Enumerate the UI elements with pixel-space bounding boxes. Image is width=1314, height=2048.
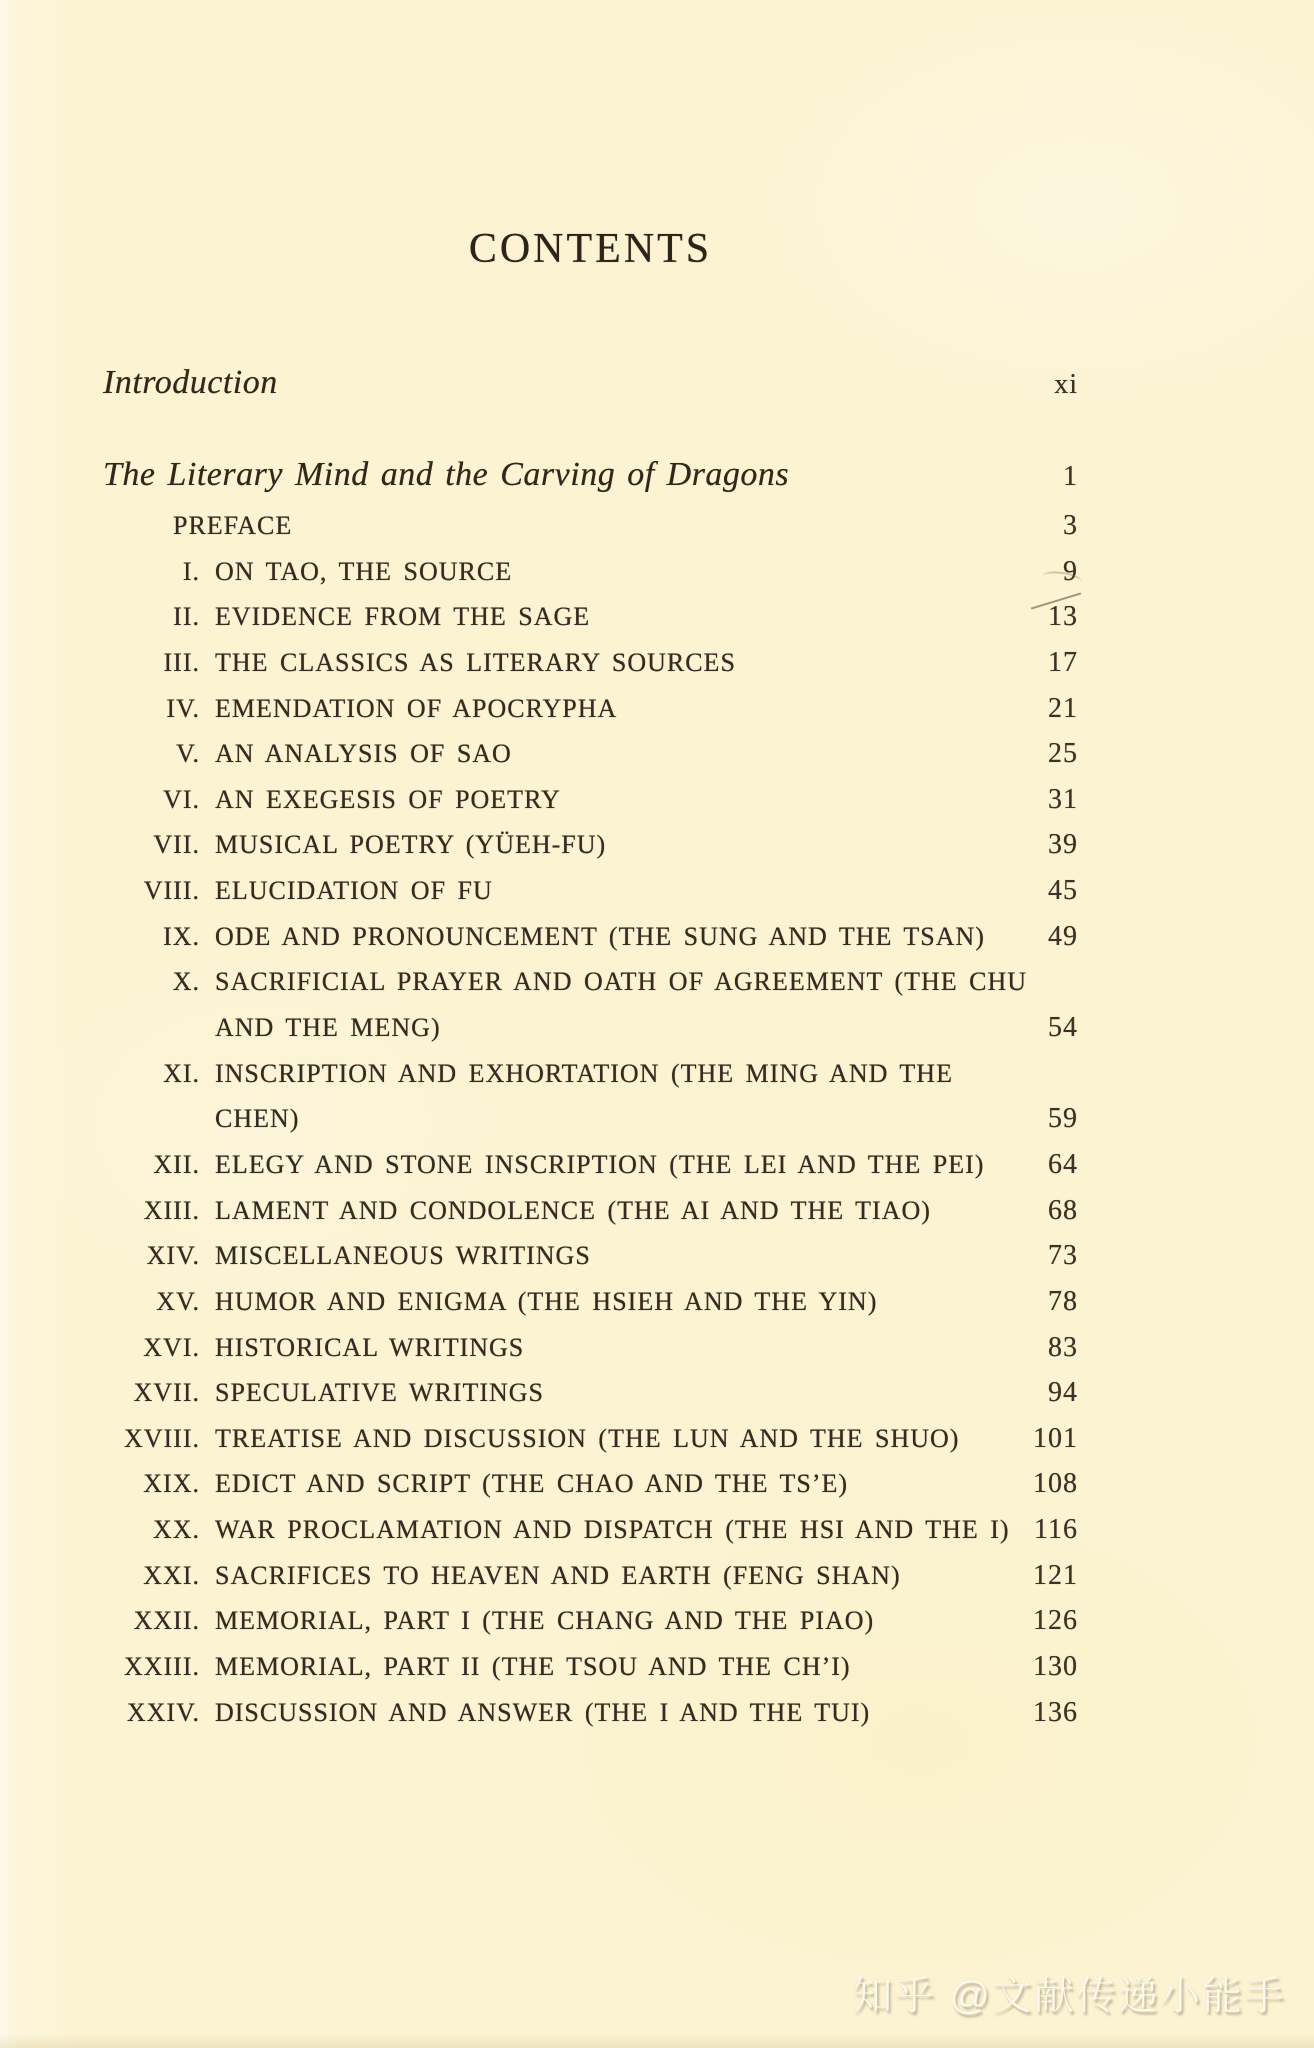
toc-part-title-row	[103, 450, 1078, 500]
page-number: 54	[1048, 1012, 1078, 1044]
toc-entry-row	[103, 1507, 1078, 1553]
chapter-numeral: XXII.	[133, 1606, 200, 1636]
page-number: 121	[1033, 1559, 1078, 1591]
page-number: 78	[1048, 1285, 1078, 1317]
toc-entry-row	[103, 822, 1078, 868]
chapter-title: THE CLASSICS AS LITERARY SOURCES	[215, 647, 736, 677]
page-number: 49	[1048, 920, 1078, 952]
page-title: CONTENTS	[468, 226, 713, 272]
chapter-title: AN ANALYSIS OF SAO	[215, 739, 512, 769]
toc-entry-row	[103, 594, 1078, 640]
chapter-numeral: XIX.	[143, 1469, 200, 1499]
toc-entry-row	[103, 1325, 1078, 1371]
chapter-numeral: XXI.	[143, 1560, 200, 1590]
toc-entry-row	[103, 731, 1078, 777]
chapter-title: EVIDENCE FROM THE SAGE	[215, 602, 591, 632]
chapter-title: MISCELLANEOUS WRITINGS	[215, 1241, 591, 1271]
toc-entry-row	[103, 959, 1078, 1005]
page-number: 136	[1033, 1696, 1078, 1728]
chapter-title: LAMENT AND CONDOLENCE (THE AI AND THE TIAO)	[215, 1195, 931, 1225]
chapter-numeral: XV.	[156, 1286, 200, 1316]
chapter-title: MUSICAL POETRY (YÜEH-FU)	[215, 830, 607, 860]
toc-entry-row	[103, 868, 1078, 914]
page-number: 101	[1033, 1422, 1078, 1454]
chapter-numeral: XVII.	[133, 1378, 200, 1408]
page-number: 130	[1033, 1651, 1078, 1683]
toc-entry-continuation-row	[103, 1096, 1078, 1142]
chapter-title: INSCRIPTION AND EXHORTATION (THE MING AND THE	[215, 1058, 953, 1088]
chapter-numeral: III.	[163, 647, 200, 677]
chapter-title: SACRIFICIAL PRAYER AND OATH OF AGREEMENT (THE CHU	[215, 967, 1028, 997]
page-number: 3	[1063, 510, 1078, 541]
chapter-title-continued: AND THE MENG)	[215, 1013, 441, 1043]
toc-entry-row	[103, 640, 1078, 686]
chapter-title: EMENDATION OF APOCRYPHA	[215, 693, 618, 723]
chapter-numeral: XIII.	[143, 1195, 200, 1225]
toc-entry-row	[103, 1142, 1078, 1188]
toc-entry-row	[103, 914, 1078, 960]
chapter-title: WAR PROCLAMATION AND DISPATCH (THE HSI AND THE I)	[215, 1515, 1010, 1545]
toc-entry-row	[103, 1461, 1078, 1507]
page-number: 116	[1034, 1514, 1078, 1546]
chapter-title: AN EXEGESIS OF POETRY	[215, 784, 561, 814]
chapter-numeral: VIII.	[143, 876, 200, 906]
toc-entry-row	[103, 777, 1078, 823]
chapter-title: DISCUSSION AND ANSWER (THE I AND THE TUI)	[215, 1697, 871, 1727]
page-number: 108	[1033, 1468, 1078, 1500]
toc-entry-row	[103, 1370, 1078, 1416]
chapter-numeral: XXIV.	[126, 1697, 200, 1727]
chapter-numeral: XIV.	[146, 1241, 200, 1271]
chapter-numeral: XI.	[163, 1058, 200, 1088]
chapter-numeral: X.	[172, 967, 200, 997]
page-number: 94	[1048, 1377, 1078, 1409]
page-number: 73	[1048, 1240, 1078, 1272]
chapter-title: ODE AND PRONOUNCEMENT (THE SUNG AND THE TSAN)	[215, 921, 985, 951]
introduction-label: Introduction	[103, 364, 278, 401]
chapter-title: HUMOR AND ENIGMA (THE HSIEH AND THE YIN)	[215, 1286, 878, 1316]
chapter-title: MEMORIAL, PART II (THE TSOU AND THE CH’I)	[215, 1652, 851, 1682]
toc-entry-row	[103, 1598, 1078, 1644]
chapter-numeral: IX.	[163, 921, 200, 951]
part-title-label: The Literary Mind and the Carving of Dragons	[103, 456, 790, 493]
chapter-numeral: XII.	[153, 1149, 200, 1179]
chapter-title: PREFACE	[173, 511, 293, 540]
chapter-title-continued: CHEN)	[215, 1104, 300, 1134]
chapter-numeral: V.	[176, 739, 200, 769]
toc-entry-row	[103, 1279, 1078, 1325]
toc-entry-row	[103, 1051, 1078, 1097]
page-number: 83	[1048, 1331, 1078, 1363]
toc-entry-continuation-row	[103, 1005, 1078, 1051]
chapter-numeral: XXIII.	[123, 1652, 200, 1682]
toc-entry-row	[103, 1416, 1078, 1462]
chapter-title: ELUCIDATION OF FU	[215, 876, 493, 906]
page-number: 1	[1063, 461, 1078, 492]
toc-entry-row	[103, 1188, 1078, 1234]
page-number: 25	[1048, 738, 1078, 770]
chapter-numeral: VI.	[163, 784, 200, 814]
page-number: xi	[1054, 369, 1078, 400]
chapter-numeral: XVIII.	[123, 1423, 200, 1453]
chapter-numeral: XX.	[152, 1515, 200, 1545]
page-number: 21	[1048, 692, 1078, 724]
chapter-numeral: II.	[173, 602, 200, 632]
page-number: 17	[1048, 646, 1078, 678]
watermark-text: 知乎 @文献传递小能手	[852, 1974, 1286, 2018]
page-number: 126	[1033, 1605, 1078, 1637]
page-number: 13	[1048, 601, 1078, 633]
chapter-title: SACRIFICES TO HEAVEN AND EARTH (FENG SHAN)	[215, 1560, 901, 1590]
toc-entry-row	[103, 503, 1078, 549]
chapter-title: ELEGY AND STONE INSCRIPTION (THE LEI AND THE PEI)	[215, 1149, 985, 1179]
page-number: 9	[1063, 555, 1078, 587]
page-number: 59	[1048, 1103, 1078, 1135]
toc-introduction-row	[103, 358, 1078, 408]
page-number: 45	[1048, 875, 1078, 907]
chapter-numeral: XVI.	[143, 1332, 200, 1362]
page-number: 68	[1048, 1194, 1078, 1226]
chapter-title: TREATISE AND DISCUSSION (THE LUN AND THE SHUO)	[215, 1423, 960, 1453]
chapter-numeral: VII.	[153, 830, 200, 860]
page-number: 31	[1048, 783, 1078, 815]
chapter-title: EDICT AND SCRIPT (THE CHAO AND THE TS’E)	[215, 1469, 849, 1499]
chapter-title: MEMORIAL, PART I (THE CHANG AND THE PIAO)	[215, 1606, 875, 1636]
page-number: 64	[1048, 1148, 1078, 1180]
toc-entry-list	[103, 503, 1078, 1735]
toc-entry-row	[103, 549, 1078, 595]
toc-entry-row	[103, 1690, 1078, 1736]
toc-entry-row	[103, 1233, 1078, 1279]
chapter-title: ON TAO, THE SOURCE	[215, 556, 513, 586]
toc-entry-row	[103, 1553, 1078, 1599]
toc-entry-row	[103, 686, 1078, 732]
chapter-numeral: IV.	[166, 693, 200, 723]
chapter-numeral: I.	[182, 556, 200, 586]
page-number: 39	[1048, 829, 1078, 861]
toc-entry-row	[103, 1644, 1078, 1690]
chapter-title: HISTORICAL WRITINGS	[215, 1332, 525, 1362]
chapter-title: SPECULATIVE WRITINGS	[215, 1378, 545, 1408]
